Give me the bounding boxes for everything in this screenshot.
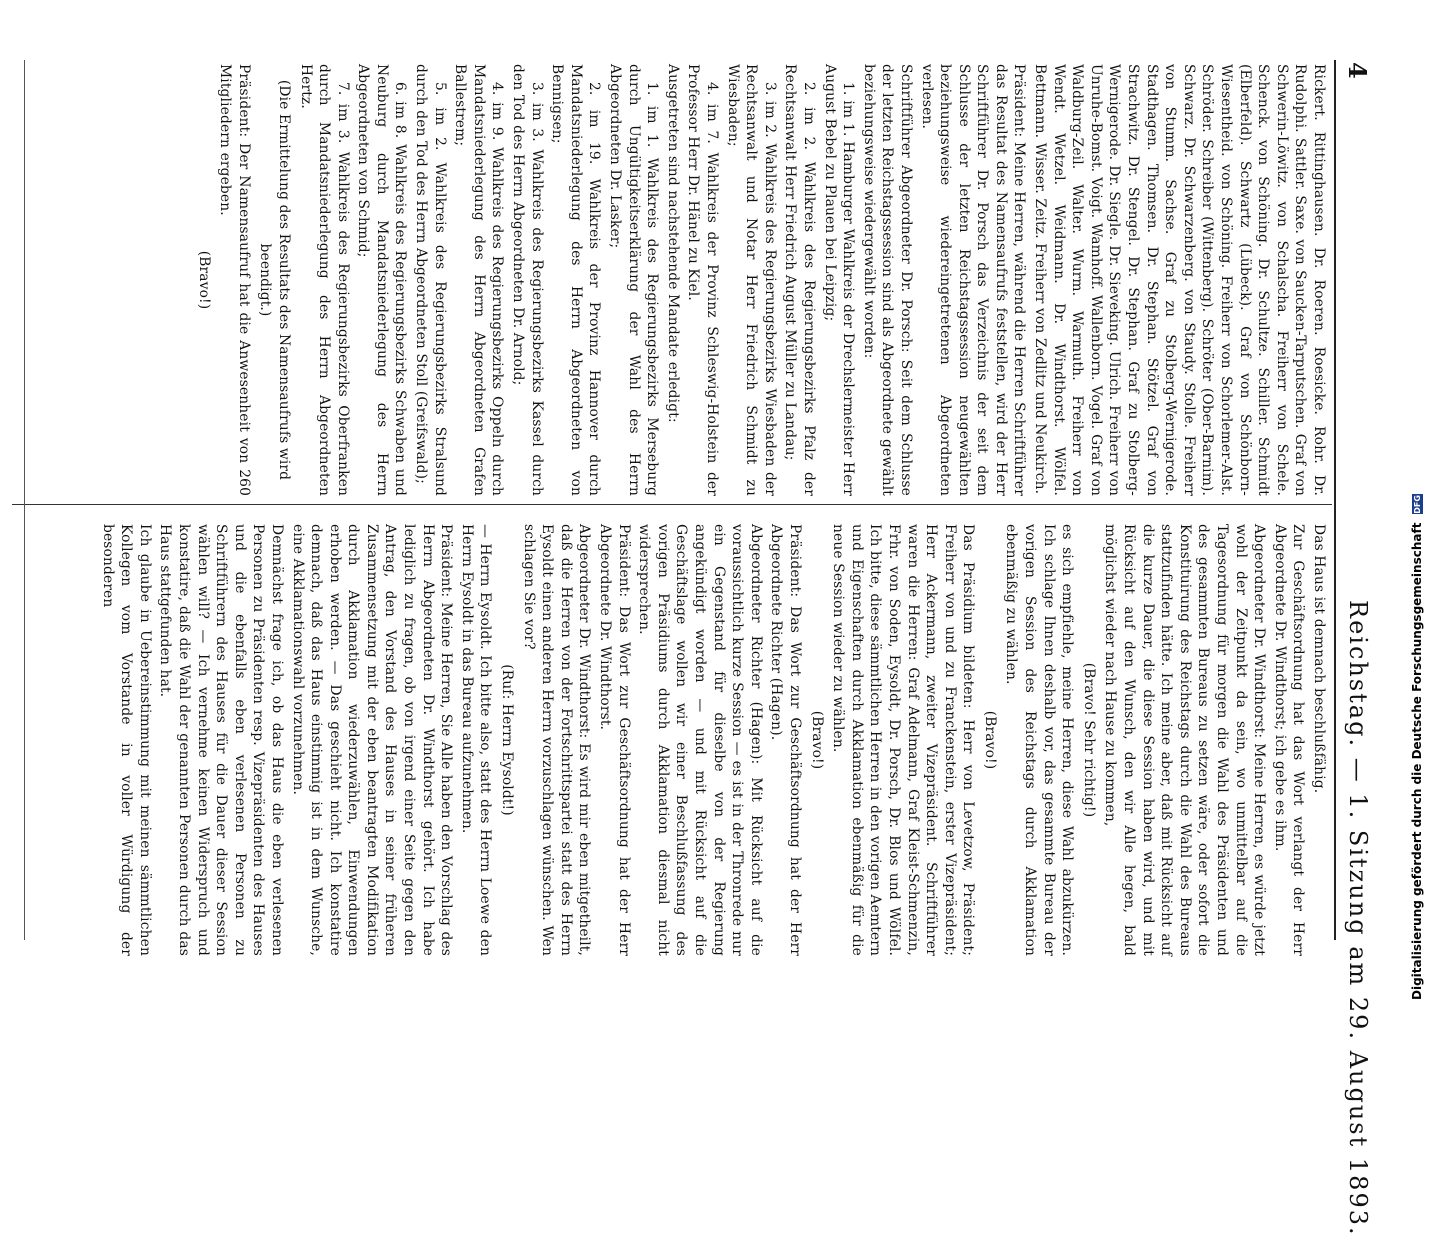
right-column-paragraph: (Bravo! Sehr richtig!) [1080,662,1097,818]
left-column-paragraph: 6. im 8. Wahlkreis des Regierungsbezirks Schwaben und Neuburg durch Mandatsniederlegung des Herrn Abgeordneten von Schmid; [355,64,409,496]
right-column-paragraph: (Bravo!) [981,710,998,770]
left-column-paragraph: 2. im 19. Wahlkreis der Provinz Hannover durch Mandatsniederlegung des Herrn Abgeordneten von Bennigsen; [549,64,603,496]
left-column-paragraph: Präsident: Meine Herren, während die Herren Schriftführer das Resultat des Namensaufrufs feststellen, wird der Herr Schriftführer Dr. Porsch das Verzeichnis der seit dem Schlusse der letzten Reichstagssession neugewählten beziehungsweise wiedereingetretenen Abgeordneten verlesen. [918,64,1028,496]
left-column-paragraph: 4. im 9. Wahlkreis des Regierungsbezirks Oppeln durch Mandatsniederlegung des Herrn Abgeordneten Grafen Ballestrem; [452,64,506,496]
left-column-paragraph: 1. im 1. Hamburger Wahlkreis der Drechslermeister Herr August Bebel zu Plauen bei Leipzig; [821,64,857,496]
right-column-paragraph: Zur Geschäftsordnung hat das Wort verlangt der Herr Abgeordnete Dr. Windthorst; ich gebe es ihm. [1271,524,1307,956]
left-column-paragraph: Präsident: Der Namensaufruf hat die Anwesenheit von 260 Mitgliedern ergeben. [217,64,252,496]
right-column-paragraph: Präsident: Meine Herren, Sie Alle haben den Vorschlag des Herrn Abgeordneten Dr. Windthorst gehört. Ich habe lediglich zu fragen, ob von irgend einer Seite gegen den Antrag, den Vorstand des Hauses in seiner früheren Zusammensetzung mit der eben beantragten Modifikation durch Akklamation wiederzuwählen, Einwendungen erhoben werden. — Das geschieht nicht. Ich konstatire demnach, daß das Haus einstimmig ist in dem Wunsche, eine Akklamationswahl vorzunehmen. [289,524,455,956]
right-text-column [96,524,1328,956]
left-column-paragraph: (Die Ermittelung des Resultats des Namensaufrufs wird beendigt.) [257,79,292,481]
left-column-paragraph: 3. im 3. Wahlkreis des Regierungsbezirks Kassel durch den Tod des Herrn Abgeordneten Dr. Arnold; [510,64,545,496]
right-column-paragraph: Abgeordneter Dr. Windthorst: Es wird mir eben mitgetheilt, daß die Herren von der Fortschrittspartei statt des Herrn Eysoldt einen anderen Herrn vorzuschlagen wünschen. Wen schlagen Sie vor? [520,524,593,956]
left-column-paragraph: 5. im 2. Wahlkreis des Regierungsbezirks Stralsund durch den Tod des Herrn Abgeordneten Stoll (Greifswald); [413,64,448,496]
right-column-paragraph: Präsident: Das Wort zur Geschäftsordnung hat der Herr Abgeordnete Dr. Windthorst. [597,524,632,956]
right-column-paragraph: — Herrn Eysoldt. Ich bitte also, statt des Herrn Loewe den Herrn Eysoldt in das Bureau aufzunehmen. [458,524,494,956]
right-column-paragraph: Das Präsidium bildeten: Herr von Levetzow, Präsident; Freiherr von und zu Franckenstein, erster Vizepräsident; Herr Ackermann, zweiter Vizepräsident. Schriftführer waren die Herren: Graf Adelmann, Graf Kleist-Schmenzin, Frhr. von Soden, Eysoldt, Dr. Porsch, Dr. Blos und Wölfel. Ich bitte, diese sämmtlichen Herren in den vorigen Aemtern und Eigenschaften durch Akklamation ebenmäßig für die neue Session wieder zu wählen. [830,524,977,956]
right-column-paragraph: Ich glaube in Uebereinstimmung mit meinen sämmtlichen Kollegen vom Vorstande in voller Würdigung der besonderen [99,524,153,956]
right-column-paragraph: (Ruf: Herrn Eysoldt!) [499,664,516,816]
column-divider [12,504,1332,505]
page-title: Reichstag. — 1. Sitzung am 29. August 1893. [1344,600,1372,1237]
right-column-paragraph: Abgeordneter Richter (Hagen): Mit Rücksicht auf die voraussichtlich kurze Session — es ist in der Thronrede nur ein Gegenstand für dieselbe von der Regierung angekündigt worden — und mit Rücksicht auf die Geschäftslage wollen wir einer Beschlußfassung des vorigen Präsidiums durch Akklamation diesmal nicht widersprechen. [636,524,764,956]
left-column-paragraph: 1. im 1. Wahlkreis des Regierungsbezirks Merseburg durch Ungültigkeitserklärung der Wahl des Herrn Abgeordneten Dr. Lasker; [607,64,661,496]
page-number: 4 [1343,62,1372,81]
digitization-note-text: Digitalisierung gefördert durch die Deutsche Forschungsgemeinschaft [1410,522,1424,1000]
left-column-paragraph: 7. im 3. Wahlkreis des Regierungsbezirks Oberfranken durch Mandatsniederlegung des Herrn Abgeordneten Hertz. [297,64,351,496]
digitization-note [1410,495,1426,1000]
left-column-paragraph: 4. im 7. Wahlkreis der Provinz Schleswig-Holstein der Professor Herr Dr. Hänel zu Kiel. [685,64,720,496]
footer-rule [24,60,25,940]
right-column-paragraph: Demnächst frage ich, ob das Haus die eben verlesenen Personen zu Präsidenten resp. Vizepräsidenten des Hauses und die ebenfalls eben verlesenen Personen zu Schriftführern des Hauses für die Dauer dieser Session wählen will? — Ich vernehme keinen Widerspruch und konstatire, daß die Wahl der genannten Personen durch das Haus stattgefunden hat. [157,524,285,956]
left-column-paragraph: 3. im 2. Wahlkreis des Regierungsbezirks Wiesbaden der Rechtsanwalt und Notar Herr Friedrich Schmidt zu Wiesbaden; [724,64,778,496]
header-rule [1334,60,1336,940]
right-column-paragraph: Präsident: Das Wort zur Geschäftsordnung hat der Herr Abgeordnete Richter (Hagen). [768,524,803,956]
right-column-paragraph: Das Haus ist demnach beschlußfähig. [1311,524,1327,794]
left-column-paragraph: Rickert. Rittinghausen. Dr. Roeren. Roesicke. Rohr. Dr. Rudolphi. Sattler. Saxe. von Saucken-Tarputschen. Graf von Schwerin-Löwitz. von Schalscha. Freiherr von Schele. Schenck. von Schöning. Dr. Schultze. Schiller. Schmidt (Elberfeld). Schwartz (Lübeck). Graf von Schönborn-Wiesentheid. von Schöning. Freiherr von Schorlemer-Alst. Schröder. Schreiber (Wittenberg). Schröter (Ober-Barnim). Schwarz. Dr. Schwarzenberg. von Staudy. Stolle. Freiherr von Stumm. Sachse. Graf zu Stolberg-Wernigerode. Stadthagen. Thomsen. Dr. Stephan. Stötzel. Graf von Strachwitz. Dr. Stengel. Dr. Stephan. Graf zu Stolberg-Wernigerode. Dr. Siegle. Dr. Sieveking. Ulrich. Freiherr von Unruhe-Bomst. Voigt. Wamhoff. Wallenborn. Vogel. Graf von Waldburg-Zeil. Walter. Wurm. Warmuth. Freiherr von Wendt. Wetzel. Weidmann. Dr. Windthorst. Wölfel. Bettmann. Wisser. Zeitz. Freiherr von Zedlitz und Neukirch. [1032,64,1327,496]
dfg-logo-icon: DFG [1413,495,1422,514]
right-column-paragraph: (Bravo!) [808,710,825,770]
left-column-paragraph: Ausgetreten sind nachstehende Mandate erledigt: [664,64,681,423]
right-column-paragraph: Abgeordneter Dr. Windthorst: Meine Herren, es würde jetzt wohl der Zeitpunkt da sein, wo unmittelbar auf die Tagesordnung für morgen die Wahl des Präsidenten und des gesammten Bureaus zu setzen wäre, oder sofort die Konstituirung des Reichstags durch die Wahl des Bureaus stattzufinden hätte. Ich meine aber, daß mit Rücksicht auf die kurze Dauer, die diese Session haben wird, und mit Rücksicht auf den Wunsch, den wir Alle hegen, bald möglichst wieder nach Hause zu kommen, [1102,524,1268,956]
left-column-paragraph: (Bravo!) [195,250,212,310]
left-column-paragraph: Schriftführer Abgeordneter Dr. Porsch: Seit dem Schlusse der letzten Reichstagssession sind als Abgeordnete gewählt beziehungsweise wiedergewählt worden: [860,64,914,496]
left-column-paragraph: 2. im 2. Wahlkreis des Regierungsbezirks Pfalz der Rechtsanwalt Herr Friedrich August Müller zu Landau; [782,64,817,496]
page-header [1338,60,1374,1237]
right-column-paragraph: es sich empfiehle, meine Herren, diese Wahl abzukürzen. Ich schlage Ihnen deshalb vor, das gesammte Bureau der vorigen Session des Reichstags durch Akklamation ebenmäßig zu wählen. [1003,524,1076,956]
left-text-column [191,64,1328,496]
